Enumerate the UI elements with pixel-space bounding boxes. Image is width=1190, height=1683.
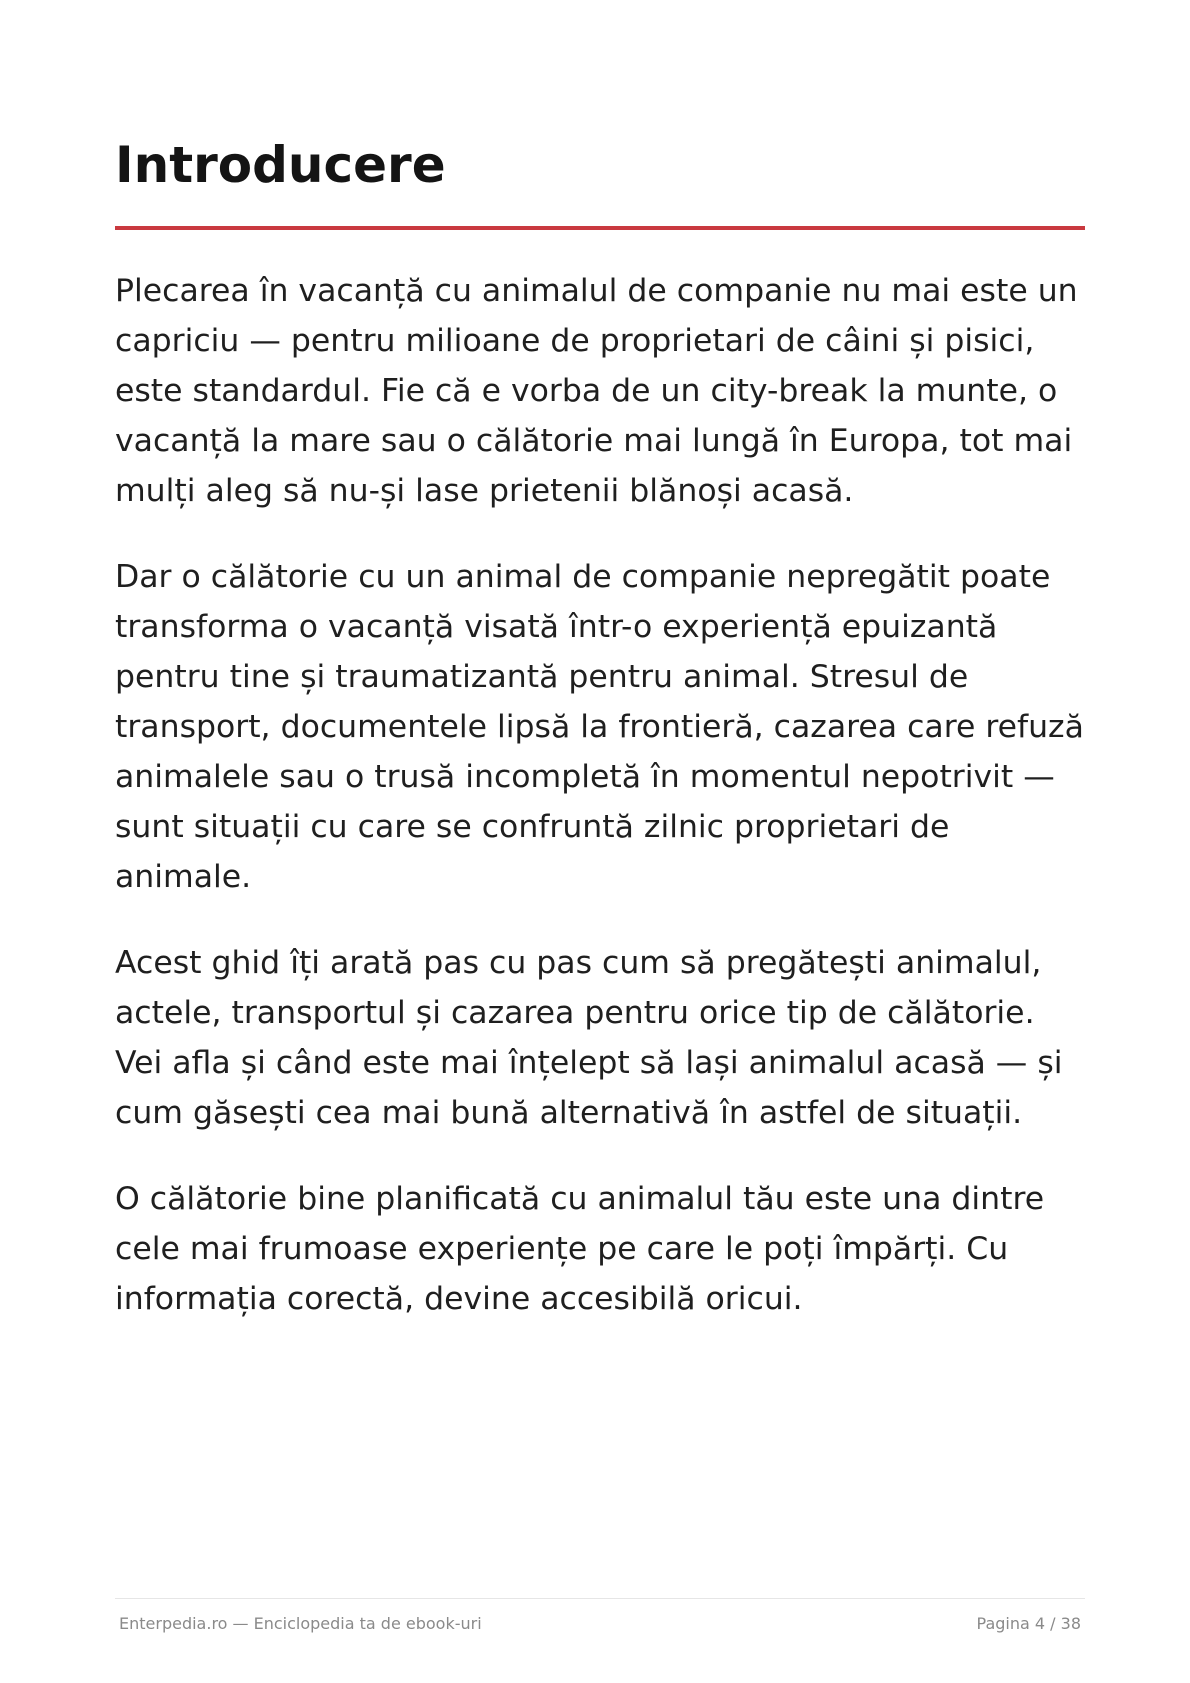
paragraph-1: Plecarea în vacanță cu animalul de companie nu mai este un capriciu — pentru milioane de proprietari de câini și pisici, este standardul. Fie că e vorba de un city-break la munte, o vacanță la mare sau o călătorie mai lungă în Europa, tot mai mulți aleg să nu-și lase prietenii blănoși acasă. — [115, 273, 1078, 509]
document-page — [115, 0, 1085, 1683]
footer-divider — [115, 1598, 1085, 1599]
paragraph-4: O călătorie bine planificată cu animalul tău este una dintre cele mai frumoase experiențe pe care le poți împărți. Cu informația corectă, devine accesibilă oricui. — [115, 1181, 1045, 1317]
title-divider — [115, 226, 1085, 230]
page-title: Introducere — [115, 136, 446, 194]
paragraph-3: Acest ghid îți arată pas cu pas cum să pregătești animalul, actele, transportul și cazarea pentru orice tip de călătorie. Vei afla și când este mai înțelept să lași animalul acasă — și cum găsești cea mai bună alternativă în astfel de situații. — [115, 945, 1063, 1131]
footer-source: Enterpedia.ro — Enciclopedia ta de ebook-uri — [119, 1614, 482, 1633]
page-number: Pagina 4 / 38 — [976, 1614, 1081, 1633]
body-text — [115, 266, 1085, 1360]
paragraph-2: Dar o călătorie cu un animal de companie nepregătit poate transforma o vacanță visată într-o experiență epuizantă pentru tine și traumatizantă pentru animal. Stresul de transport, documentele lipsă la frontieră, cazarea care refuză animalele sau o trusă incompletă în momentul nepotrivit — sunt situații cu care se confruntă zilnic proprietari de animale. — [115, 559, 1084, 895]
